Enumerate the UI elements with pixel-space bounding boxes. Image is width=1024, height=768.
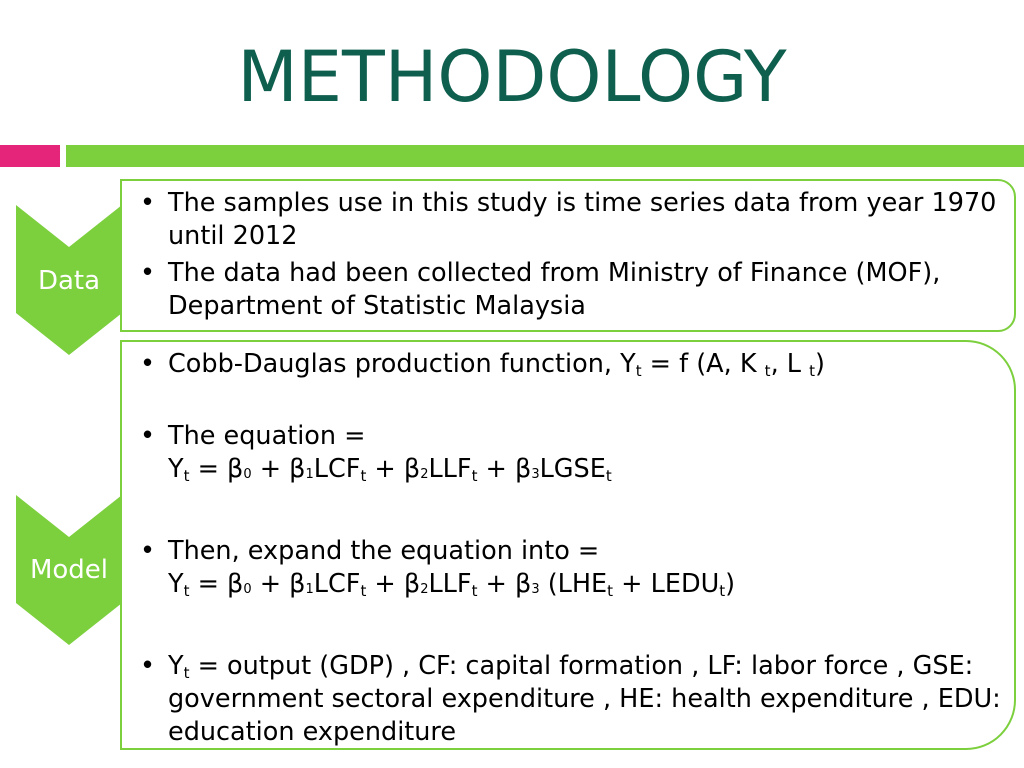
subscript: t — [607, 582, 614, 600]
coefficient-index: 1 — [305, 467, 314, 482]
coefficient-index: 0 — [243, 582, 252, 597]
subscript: t — [360, 582, 367, 600]
text: LCF — [313, 569, 361, 599]
equation — [168, 568, 1014, 606]
text: Cobb-Dauglas production function, Y — [168, 349, 636, 379]
list-item: • The samples use in this study is time series data from year 1970 until 2012 — [122, 187, 1014, 253]
subscript: t — [471, 582, 478, 600]
text: LCF — [313, 454, 361, 484]
list-item — [122, 535, 1014, 606]
subscript: t — [605, 467, 612, 485]
coefficient-index: 2 — [420, 467, 429, 482]
text: = output (GDP) , CF: capital formation , LF: labor force , GSE: government sectoral expenditure , HE: health expenditure , EDU: education expenditure — [168, 651, 1001, 747]
list-item — [122, 348, 1014, 381]
model-label: Model — [29, 555, 109, 585]
subscript: t — [183, 467, 190, 485]
subscript: t — [471, 467, 478, 485]
text: = β — [189, 454, 244, 484]
text: Y — [168, 569, 184, 599]
text: + β — [251, 569, 306, 599]
equation-intro: • The equation = — [168, 421, 366, 451]
coefficient-index: 1 — [305, 582, 314, 597]
coefficient-index: 2 — [420, 582, 429, 597]
subscript: t — [764, 362, 771, 380]
equation — [168, 453, 1014, 491]
text: + β — [251, 454, 306, 484]
text: ) — [725, 569, 736, 599]
text: LLF — [428, 454, 472, 484]
slide-title: METHODOLOGY — [237, 36, 787, 118]
text: LLF — [428, 569, 472, 599]
subscript: t — [809, 362, 815, 380]
subscript: t — [719, 582, 726, 600]
text: = β — [189, 569, 244, 599]
data-label: Data — [37, 266, 101, 296]
coefficient-index: 3 — [531, 582, 540, 597]
subscript: t — [635, 362, 642, 380]
green-accent-bar — [66, 145, 1024, 167]
pink-accent-bar — [0, 145, 60, 167]
subscript: t — [183, 582, 190, 600]
subscript: t — [360, 467, 367, 485]
list-item — [122, 420, 1014, 491]
text: LGSE — [539, 454, 606, 484]
text: + β — [477, 569, 532, 599]
data-content-box — [120, 179, 1016, 332]
text: Y — [168, 651, 184, 681]
text: + β — [366, 454, 421, 484]
equation-intro: • Then, expand the equation into = — [168, 536, 600, 566]
coefficient-index: 0 — [243, 467, 252, 482]
coefficient-index: 3 — [531, 467, 540, 482]
list-item — [122, 650, 1014, 749]
text: , L — [770, 349, 810, 379]
subscript: t — [183, 664, 190, 682]
text: (LHE — [539, 569, 608, 599]
text: Y — [168, 454, 184, 484]
data-chevron — [16, 205, 122, 355]
text: ) — [814, 349, 825, 379]
list-item: • The data had been collected from Ministry of Finance (MOF), Department of Statistic Malaysia — [122, 257, 1014, 323]
text: + β — [366, 569, 421, 599]
text: + LEDU — [613, 569, 720, 599]
text: = f (A, K — [641, 349, 765, 379]
model-chevron — [16, 495, 122, 645]
text: + β — [477, 454, 532, 484]
model-content-box — [120, 340, 1016, 750]
